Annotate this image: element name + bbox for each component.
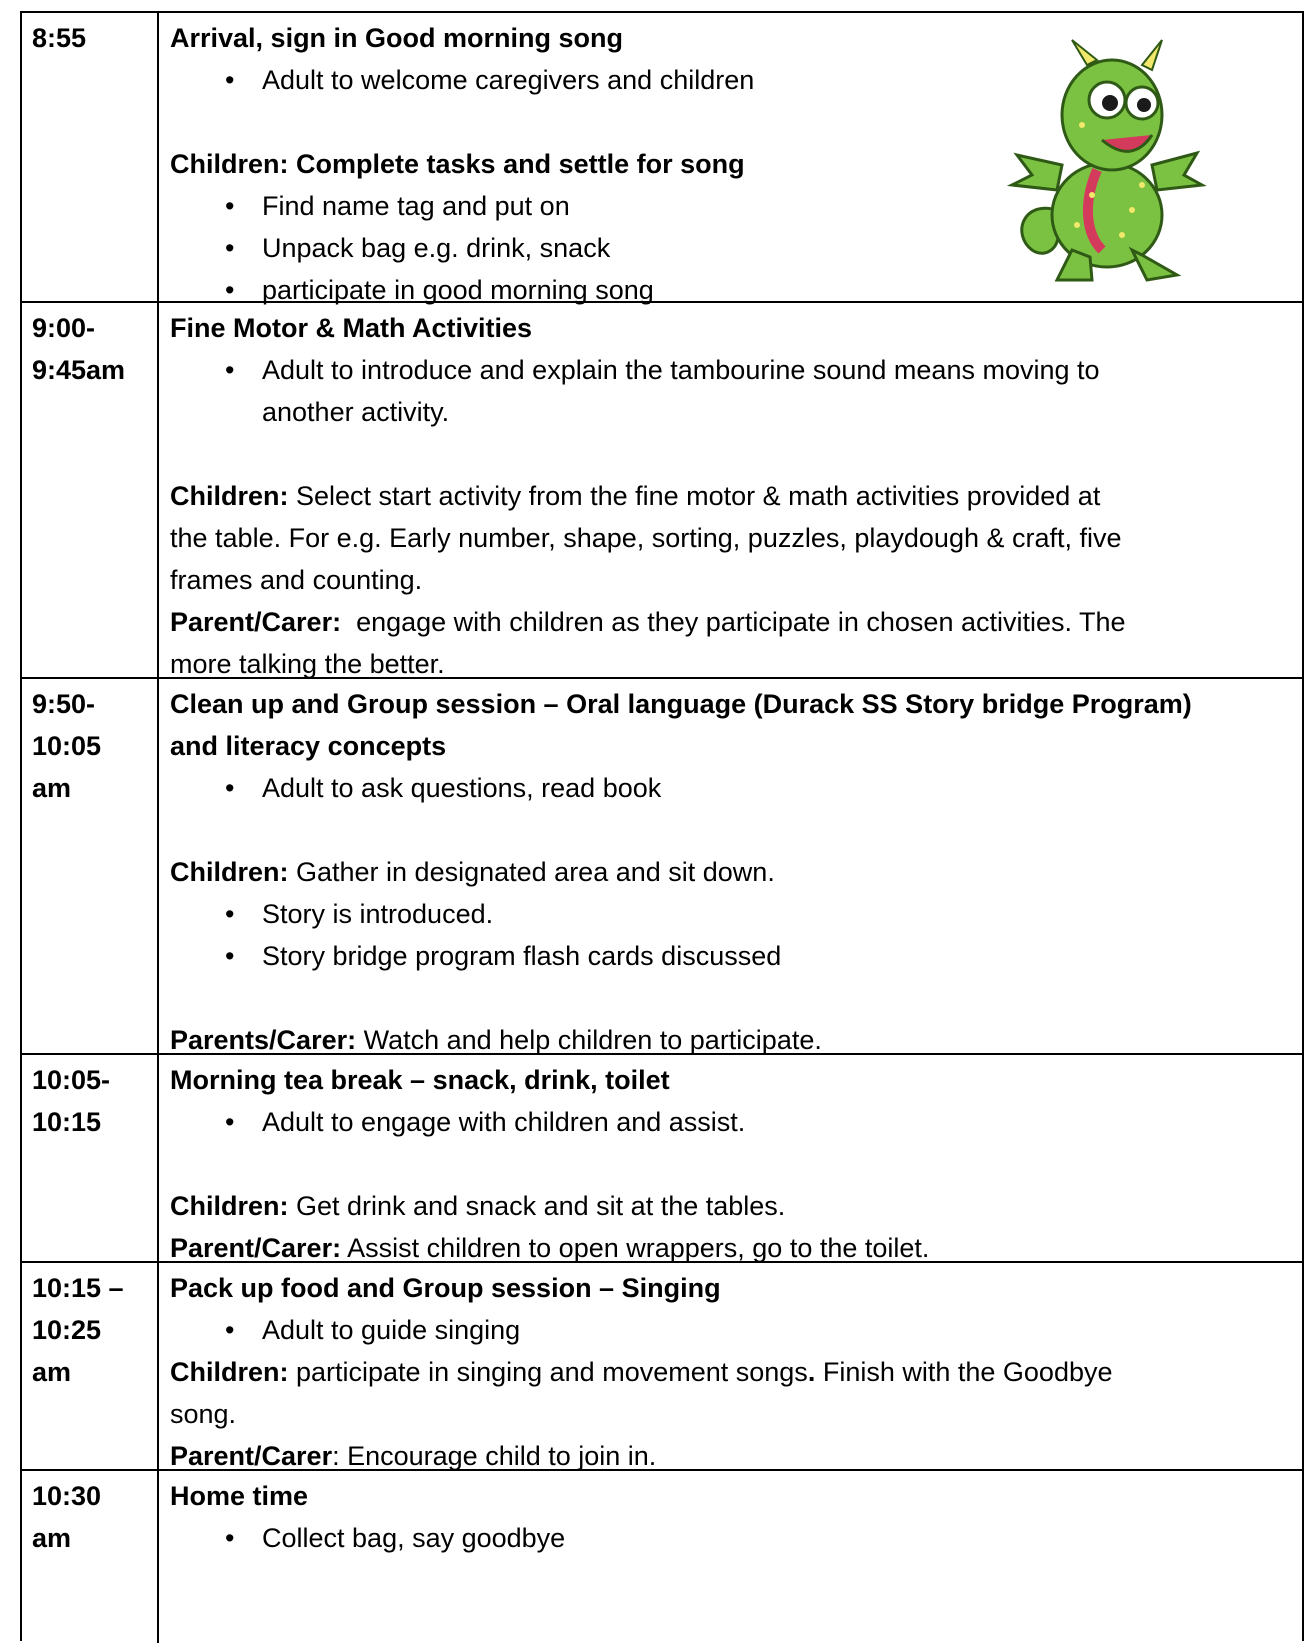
- time-cell: 9:00- 9:45am: [32, 313, 126, 385]
- time-cell: 9:50- 10:05 am: [32, 689, 102, 803]
- time-cell: 10:05- 10:15: [32, 1065, 111, 1137]
- activity-heading: Arrival, sign in Good morning song: [170, 23, 624, 53]
- time-cell: 10:15 – 10:25 am: [32, 1273, 124, 1387]
- list-item: • Story bridge program flash cards discussed: [170, 935, 1290, 977]
- parent-text: Parents/Carer: Watch and help children to participate.: [170, 1025, 822, 1055]
- list-item: • participate in good morning song: [170, 269, 1290, 311]
- schedule-row: [22, 1055, 1302, 1263]
- parent-text: Parent/Carer: Assist children to open wrappers, go to the toilet.: [170, 1233, 930, 1263]
- activity-heading: Clean up and Group session – Oral language (Durack SS Story bridge Program) and literacy concepts: [170, 689, 1192, 761]
- schedule-table: [20, 11, 1304, 1641]
- activity-heading: Pack up food and Group session – Singing: [170, 1273, 721, 1303]
- schedule-row: [22, 303, 1302, 679]
- dragon-image: [1002, 35, 1212, 297]
- list-item: • Story is introduced.: [170, 893, 1290, 935]
- time-cell: 10:30 am: [32, 1481, 102, 1553]
- activity-cell: [170, 1267, 1290, 1477]
- activity-heading: Home time: [170, 1481, 309, 1511]
- activity-heading: Fine Motor & Math Activities: [170, 313, 533, 343]
- list-item: • Adult to welcome caregivers and children: [170, 59, 1290, 101]
- list-item: • Adult to ask questions, read book: [170, 767, 1290, 809]
- children-text: Children: Select start activity from the fine motor & math activities provided at the table. For e.g. Early number, shape, sorting, puzzles, playdough & craft, five frames and counting.: [170, 481, 1122, 595]
- activity-cell: [170, 307, 1290, 685]
- list-item: • Adult to guide singing: [170, 1309, 1290, 1351]
- schedule-row: [22, 1471, 1302, 1643]
- list-item: • Adult to introduce and explain the tambourine sound means moving to another activity.: [170, 349, 1290, 433]
- schedule-row: [22, 679, 1302, 1055]
- list-item: • Collect bag, say goodbye: [170, 1517, 1290, 1559]
- list-item: • Adult to engage with children and assist.: [170, 1101, 1290, 1143]
- children-heading: Children: Complete tasks and settle for song: [170, 149, 745, 179]
- children-text: Children: participate in singing and movement songs. Finish with the Goodbye song.: [170, 1357, 1113, 1429]
- schedule-row: [22, 13, 1302, 303]
- parent-text: Parent/Carer: engage with children as they participate in chosen activities. The more talking the better.: [170, 607, 1126, 679]
- parent-text: Parent/Carer: Encourage child to join in.: [170, 1441, 657, 1471]
- list-item: • Unpack bag e.g. drink, snack: [170, 227, 1290, 269]
- children-text: Children: Get drink and snack and sit at the tables.: [170, 1191, 786, 1221]
- activity-cell: [170, 683, 1290, 1061]
- time-cell: 8:55: [32, 23, 87, 53]
- schedule-row: [22, 1263, 1302, 1471]
- list-item: • Find name tag and put on: [170, 185, 1290, 227]
- activity-heading: Morning tea break – snack, drink, toilet: [170, 1065, 670, 1095]
- activity-cell: [170, 1059, 1290, 1269]
- children-text: Children: Gather in designated area and sit down.: [170, 857, 775, 887]
- activity-cell: [170, 1475, 1290, 1559]
